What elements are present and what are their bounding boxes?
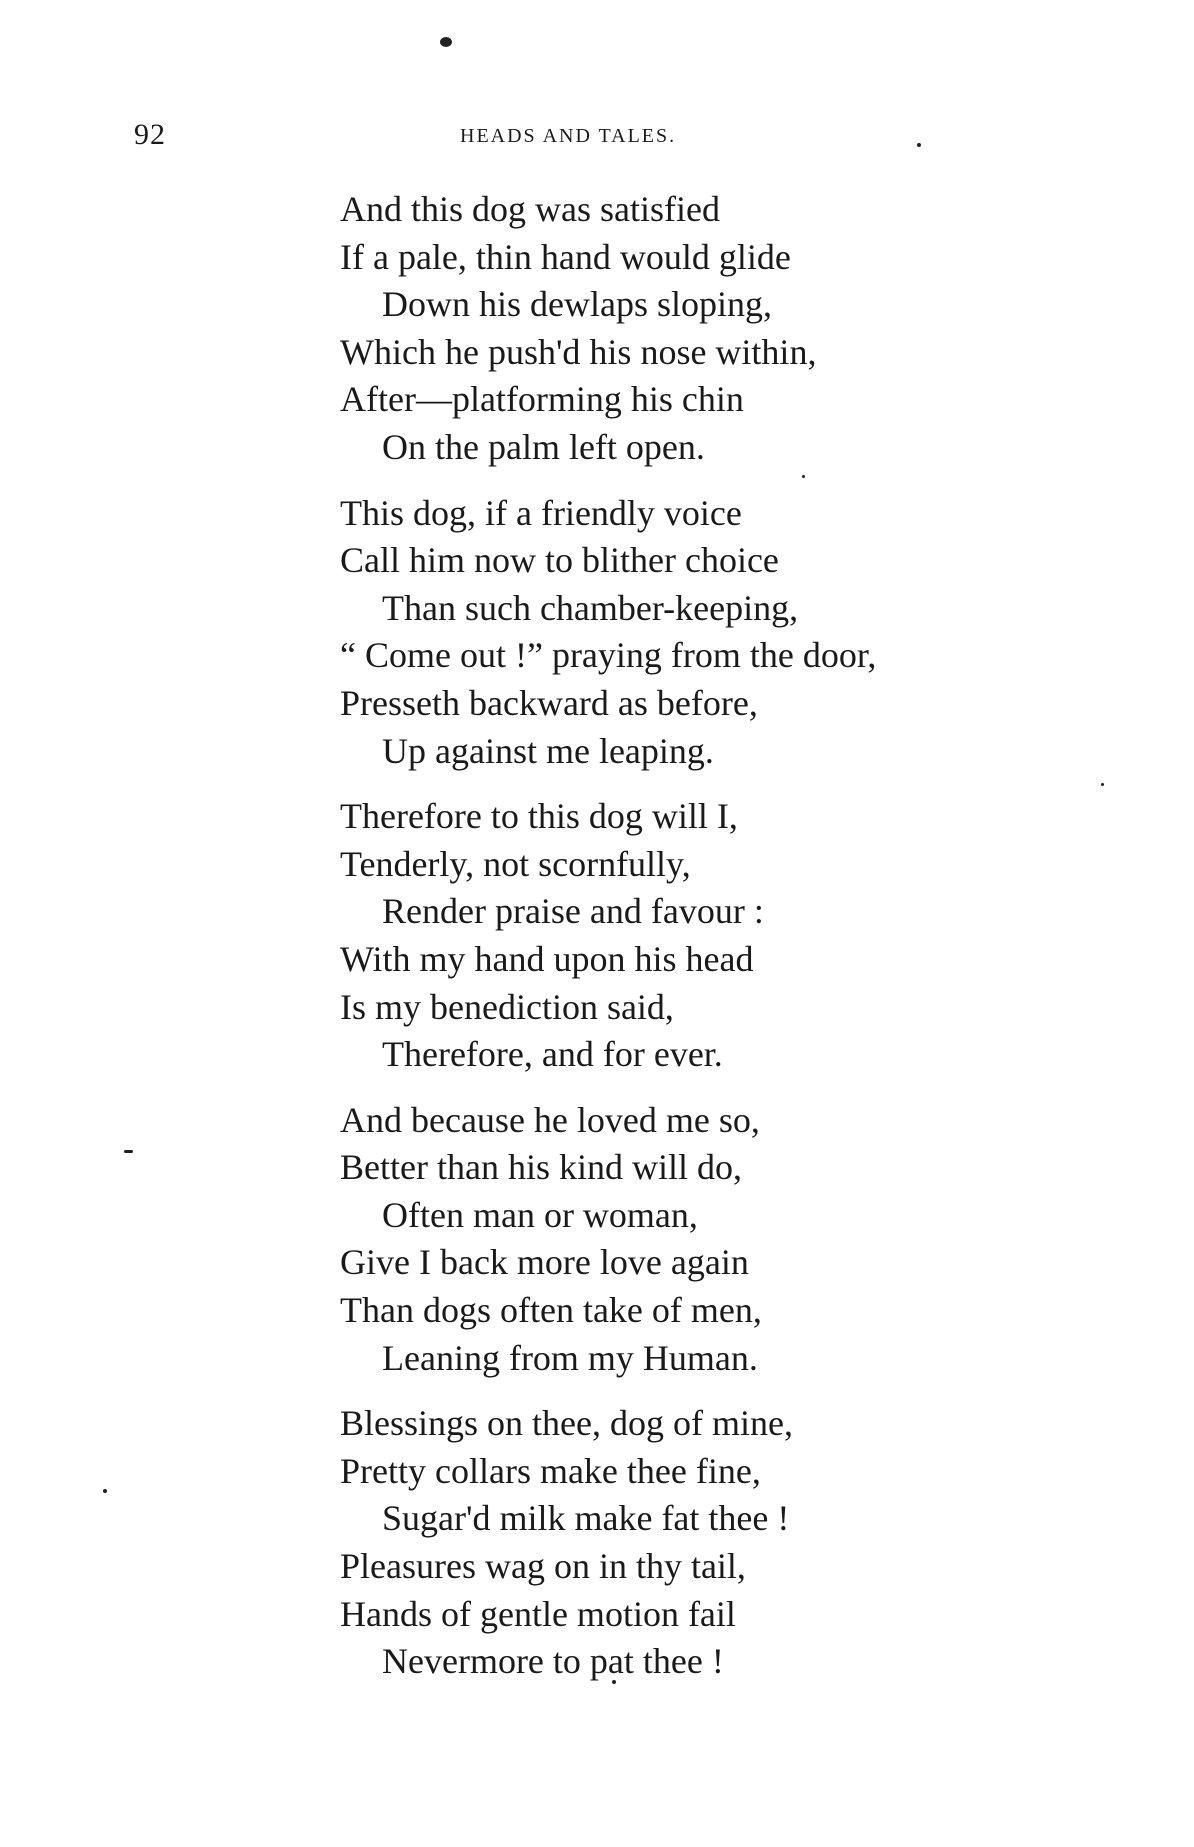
stanza-1 (340, 186, 1060, 472)
poem-line: Better than his kind will do, (340, 1147, 742, 1188)
poem-line: Than dogs often take of men, (340, 1290, 762, 1331)
poem-line: Which he push'd his nose within, (340, 331, 817, 372)
poem-line: Down his dewlaps sloping, (382, 284, 772, 325)
poem-line: Pleasures wag on in thy tail, (340, 1546, 746, 1587)
poem-line: Blessings on thee, dog of mine, (340, 1403, 793, 1444)
scan-speck (124, 1150, 133, 1153)
poem-line: “ Come out !” praying from the door, (340, 635, 877, 676)
poem-line: Therefore to this dog will I, (340, 796, 738, 837)
running-title: HEADS AND TALES. (460, 125, 677, 147)
poem (340, 186, 1060, 1704)
page-number: 92 (134, 118, 166, 151)
poem-line: Pretty collars make thee fine, (340, 1450, 761, 1491)
poem-line: Tenderly, not scornfully, (340, 843, 691, 884)
poem-line: And because he loved me so, (340, 1099, 760, 1140)
poem-line: Hands of gentle motion fail (340, 1593, 736, 1634)
scan-speck (103, 1489, 107, 1493)
poem-line: Nevermore to pat thee ! (382, 1641, 724, 1682)
stanza-3 (340, 793, 1060, 1079)
stanza-4 (340, 1097, 1060, 1383)
poem-line: Render praise and favour : (382, 891, 764, 932)
poem-line: With my hand upon his head (340, 938, 754, 979)
poem-line: Call him now to blither choice (340, 540, 779, 581)
poem-line: And this dog was satisfied (340, 189, 720, 229)
poem-line: Leaning from my Human. (382, 1337, 758, 1378)
stanza-5 (340, 1400, 1060, 1686)
page-header (0, 118, 1194, 158)
poem-line: Is my benediction said, (340, 986, 674, 1027)
poem-line: Therefore, and for ever. (382, 1034, 723, 1075)
poem-line: Up against me leaping. (382, 730, 714, 771)
poem-line: This dog, if a friendly voice (340, 492, 742, 533)
poem-line: Sugar'd milk make fat thee ! (382, 1498, 790, 1539)
poem-line: On the palm left open. (382, 426, 705, 467)
scan-speck (440, 37, 452, 47)
poem-line: Presseth backward as before, (340, 682, 758, 723)
poem-line: Give I back more love again (340, 1242, 749, 1283)
poem-line: Often man or woman, (382, 1194, 698, 1235)
poem-line: If a pale, thin hand would glide (340, 236, 791, 277)
poem-line: Than such chamber-keeping, (382, 587, 799, 628)
poem-line: After—platforming his chin (340, 379, 744, 420)
stanza-2 (340, 490, 1060, 776)
scan-speck (1101, 783, 1104, 786)
